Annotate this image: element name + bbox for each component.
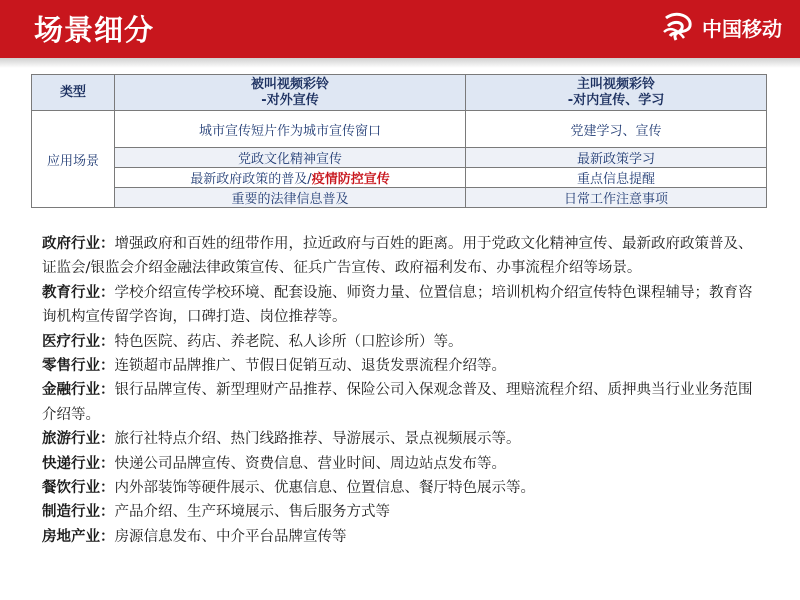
industry-item bbox=[42, 525, 762, 549]
cell-text: 最新政府政策的普及/ bbox=[190, 172, 312, 187]
table-row bbox=[32, 168, 767, 188]
table-cell: 党建学习、宣传 bbox=[466, 111, 767, 148]
industry-head: 房地产业： bbox=[42, 528, 115, 545]
table-row bbox=[32, 148, 767, 168]
industry-item bbox=[42, 476, 762, 500]
header-calling bbox=[466, 75, 767, 111]
industry-item bbox=[42, 330, 762, 354]
brand-logo bbox=[662, 12, 782, 42]
table-cell: 日常工作注意事项 bbox=[466, 188, 767, 208]
header-bar bbox=[0, 0, 800, 58]
industry-item bbox=[42, 281, 762, 330]
industry-body: 房源信息发布、中介平台品牌宣传等 bbox=[114, 528, 347, 545]
industry-item bbox=[42, 500, 762, 524]
industry-head: 制造行业： bbox=[42, 504, 115, 521]
china-mobile-logo-icon bbox=[662, 12, 696, 42]
industry-body: 内外部装饰等硬件展示、优惠信息、位置信息、餐厅特色展示等。 bbox=[114, 480, 535, 497]
industry-body: 产品介绍、生产环境展示、售后服务方式等 bbox=[114, 504, 390, 521]
header-shadow bbox=[0, 58, 800, 68]
industry-head: 政府行业： bbox=[42, 236, 115, 252]
industry-body: 快递公司品牌宣传、资费信息、营业时间、周边站点发布等。 bbox=[114, 455, 506, 472]
highlight-text: 疫情防控宣传 bbox=[311, 172, 390, 187]
table-cell: 重要的法律信息普及 bbox=[115, 188, 466, 208]
industry-body: 增强政府和百姓的纽带作用，拉近政府与百姓的距离。用于党政文化精神宣传、最新政府政策普及、证监会/银监会介绍金融法律政策宣传、征兵广告宣传、政府福利发布、办事流程介绍等场景。 bbox=[42, 236, 753, 277]
page-title: 场景细分 bbox=[34, 13, 155, 47]
industry-head: 零售行业： bbox=[42, 358, 115, 375]
row-head-scenario: 应用场景 bbox=[32, 111, 115, 208]
industry-body: 连锁超市品牌推广、节假日促销互动、退货发票流程介绍等。 bbox=[114, 358, 506, 375]
header-calling-line2: -对内宣传、学习 bbox=[567, 92, 665, 108]
industry-body: 学校介绍宣传学校环境、配套设施、师资力量、位置信息；培训机构介绍宣传特色课程辅导；教育咨询机构宣传留学咨询，口碑打造、岗位推荐等。 bbox=[42, 284, 753, 326]
table-cell: 重点信息提醒 bbox=[466, 168, 767, 188]
table-row bbox=[32, 188, 767, 208]
industry-head: 快递行业： bbox=[42, 455, 115, 472]
industry-item bbox=[42, 452, 762, 476]
industry-list bbox=[42, 232, 762, 549]
industry-item bbox=[42, 354, 762, 378]
industry-body: 特色医院、药店、养老院、私人诊所（口腔诊所）等。 bbox=[114, 333, 463, 350]
table-cell: 城市宣传短片作为城市宣传窗口 bbox=[115, 111, 466, 148]
scene-table bbox=[31, 74, 767, 208]
industry-head: 教育行业： bbox=[42, 284, 115, 301]
industry-head: 餐饮行业： bbox=[42, 480, 115, 497]
industry-head: 医疗行业： bbox=[42, 333, 115, 350]
brand-name: 中国移动 bbox=[702, 16, 782, 41]
header-called-line2: -对外宣传 bbox=[261, 92, 319, 108]
table-header-row bbox=[32, 75, 767, 111]
industry-head: 金融行业： bbox=[42, 382, 115, 399]
industry-head: 旅游行业： bbox=[42, 431, 115, 448]
header-called bbox=[115, 75, 466, 111]
industry-item bbox=[42, 232, 762, 281]
industry-item bbox=[42, 427, 762, 451]
table-row bbox=[32, 111, 767, 148]
table-cell: 最新政策学习 bbox=[466, 148, 767, 168]
header-called-line1: 被叫视频彩铃 bbox=[250, 76, 329, 92]
header-calling-line1: 主叫视频彩铃 bbox=[576, 76, 655, 92]
header-type: 类型 bbox=[32, 75, 115, 111]
industry-item bbox=[42, 378, 762, 427]
industry-body: 旅行社特点介绍、热门线路推荐、导游展示、景点视频展示等。 bbox=[114, 431, 521, 448]
industry-body: 银行品牌宣传、新型理财产品推荐、保险公司入保观念普及、理赔流程介绍、质押典当行业业务范围介绍等。 bbox=[42, 382, 753, 423]
table-cell: 党政文化精神宣传 bbox=[115, 148, 466, 168]
table-cell bbox=[115, 168, 466, 188]
